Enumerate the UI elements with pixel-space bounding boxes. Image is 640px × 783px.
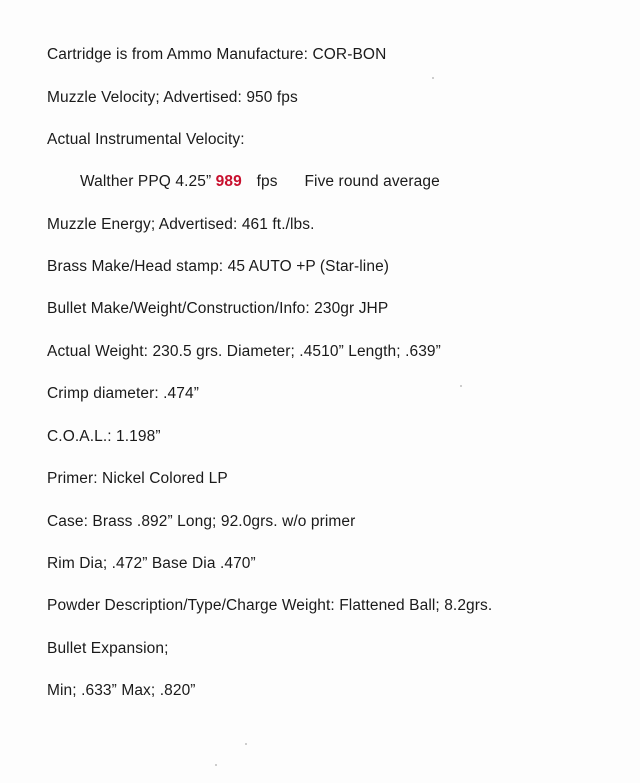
bullet-info-line: Bullet Make/Weight/Construction/Info: 230gr JHP	[47, 300, 389, 317]
actual-weight-line: Actual Weight: 230.5 grs. Diameter; .4510” Length; .639”	[47, 343, 441, 360]
muzzle-energy-line: Muzzle Energy; Advertised: 461 ft./lbs.	[47, 216, 315, 233]
scan-speck	[245, 743, 247, 745]
actual-velocity-heading: Actual Instrumental Velocity:	[47, 131, 245, 148]
expansion-minmax-line: Min; .633” Max; .820”	[47, 682, 196, 699]
scan-speck	[215, 764, 217, 766]
firearm-text: Walther PPQ 4.25”	[80, 173, 212, 190]
manufacturer-line: Cartridge is from Ammo Manufacture: COR-BON	[47, 46, 387, 63]
velocity-unit: fps	[256, 173, 278, 190]
velocity-value: 989	[215, 173, 242, 190]
muzzle-velocity-line: Muzzle Velocity; Advertised: 950 fps	[47, 89, 298, 106]
velocity-note: Five round average	[304, 173, 440, 190]
scan-speck	[432, 77, 434, 79]
bullet-expansion-line: Bullet Expansion;	[47, 640, 169, 657]
primer-line: Primer: Nickel Colored LP	[47, 470, 228, 487]
crimp-diameter-line: Crimp diameter: .474”	[47, 385, 199, 402]
velocity-measurement-line	[80, 172, 440, 192]
brass-headstamp-line: Brass Make/Head stamp: 45 AUTO +P (Star-line)	[47, 258, 390, 275]
scan-speck	[460, 385, 462, 387]
rim-base-line: Rim Dia; .472” Base Dia .470”	[47, 555, 256, 572]
powder-line: Powder Description/Type/Charge Weight: Flattened Ball; 8.2grs.	[47, 597, 493, 614]
case-line: Case: Brass .892” Long; 92.0grs. w/o primer	[47, 513, 356, 530]
coal-line: C.O.A.L.: 1.198”	[47, 428, 161, 445]
